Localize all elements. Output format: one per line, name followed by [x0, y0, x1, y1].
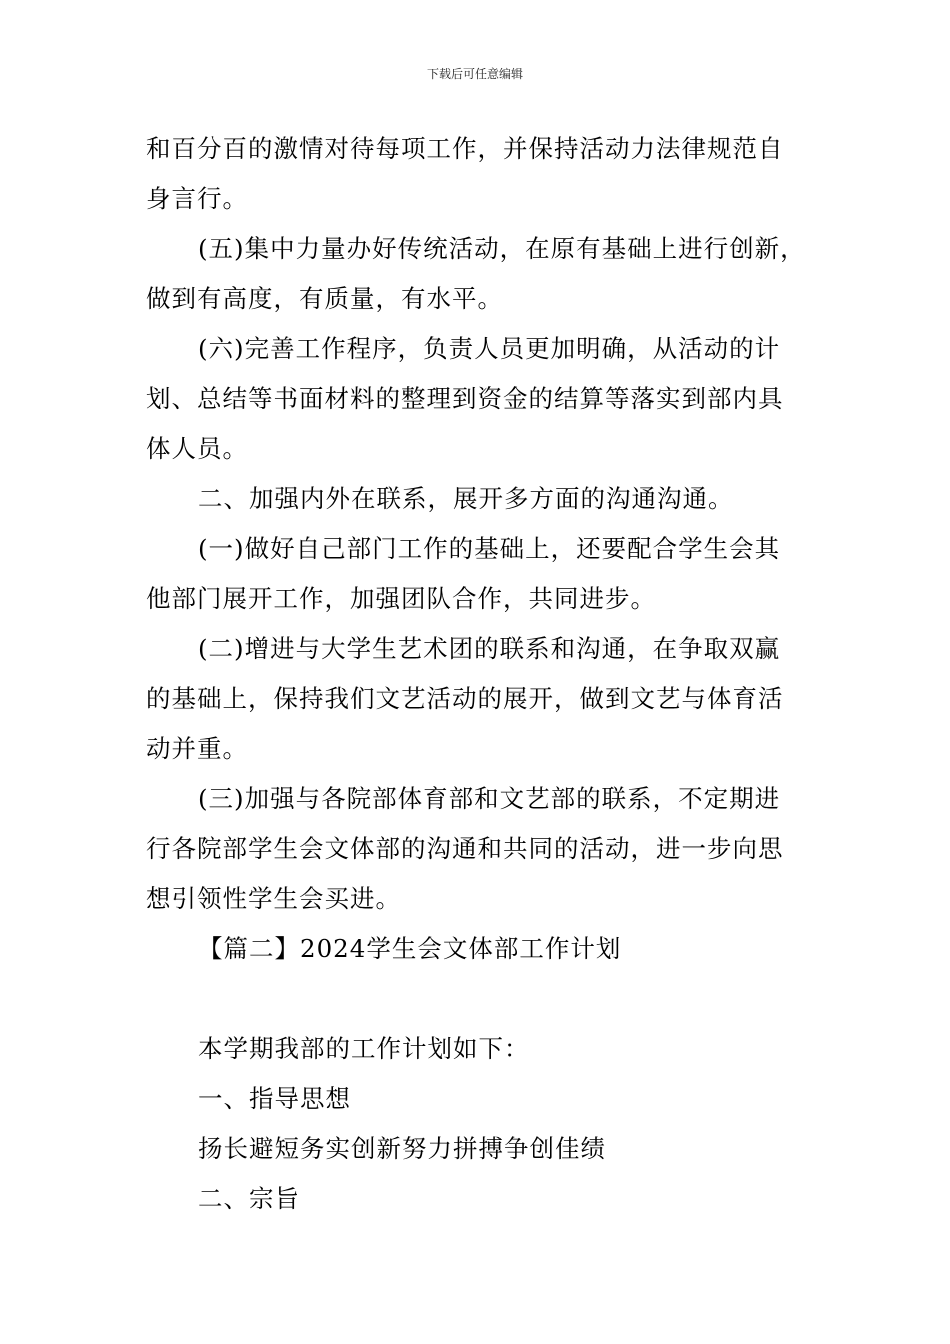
paragraph-line: (二)增进与大学生艺术团的联系和沟通，在争取双赢	[198, 634, 781, 663]
paragraph-line: 动并重。	[146, 734, 248, 763]
blank-line	[146, 974, 826, 1024]
paragraph-line: (六)完善工作程序，负责人员更加明确，从活动的计	[198, 334, 781, 363]
paragraph-line: 行各院部学生会文体部的沟通和共同的活动，进一步向思	[146, 834, 784, 863]
paragraph-line: (三)加强与各院部体育部和文艺部的联系，不定期进	[198, 784, 781, 813]
page-header: 下载后可任意编辑	[426, 67, 523, 81]
paragraph-line: (五)集中力量办好传统活动，在原有基础上进行创新，	[198, 234, 806, 263]
section-heading: 二、加强内外在联系，展开多方面的沟通沟通。	[198, 484, 734, 513]
paragraph-line: 扬长避短务实创新努力拼搏争创佳绩	[198, 1134, 606, 1163]
paragraph-line: 他部门展开工作，加强团队合作，共同进步。	[146, 584, 656, 613]
section-heading: 一、指导思想	[198, 1084, 351, 1113]
paragraph-line: (一)做好自己部门工作的基础上，还要配合学生会其	[198, 534, 781, 563]
paragraph-line: 体人员。	[146, 434, 248, 463]
section-heading: 二、宗旨	[198, 1184, 300, 1213]
paragraph-line: 和百分百的激情对待每项工作，并保持活动力法律规范自	[146, 134, 784, 163]
article-title: 【篇二】2024学生会文体部工作计划	[198, 934, 622, 963]
paragraph-line: 身言行。	[146, 184, 248, 213]
paragraph-line: 做到有高度，有质量，有水平。	[146, 284, 503, 313]
document-body	[146, 124, 826, 1224]
paragraph-line: 的基础上，保持我们文艺活动的展开，做到文艺与体育活	[146, 684, 784, 713]
paragraph-line: 想引领性学生会买进。	[146, 884, 401, 913]
paragraph-line: 本学期我部的工作计划如下：	[198, 1034, 530, 1063]
paragraph-line: 划、总结等书面材料的整理到资金的结算等落实到部内具	[146, 384, 784, 413]
